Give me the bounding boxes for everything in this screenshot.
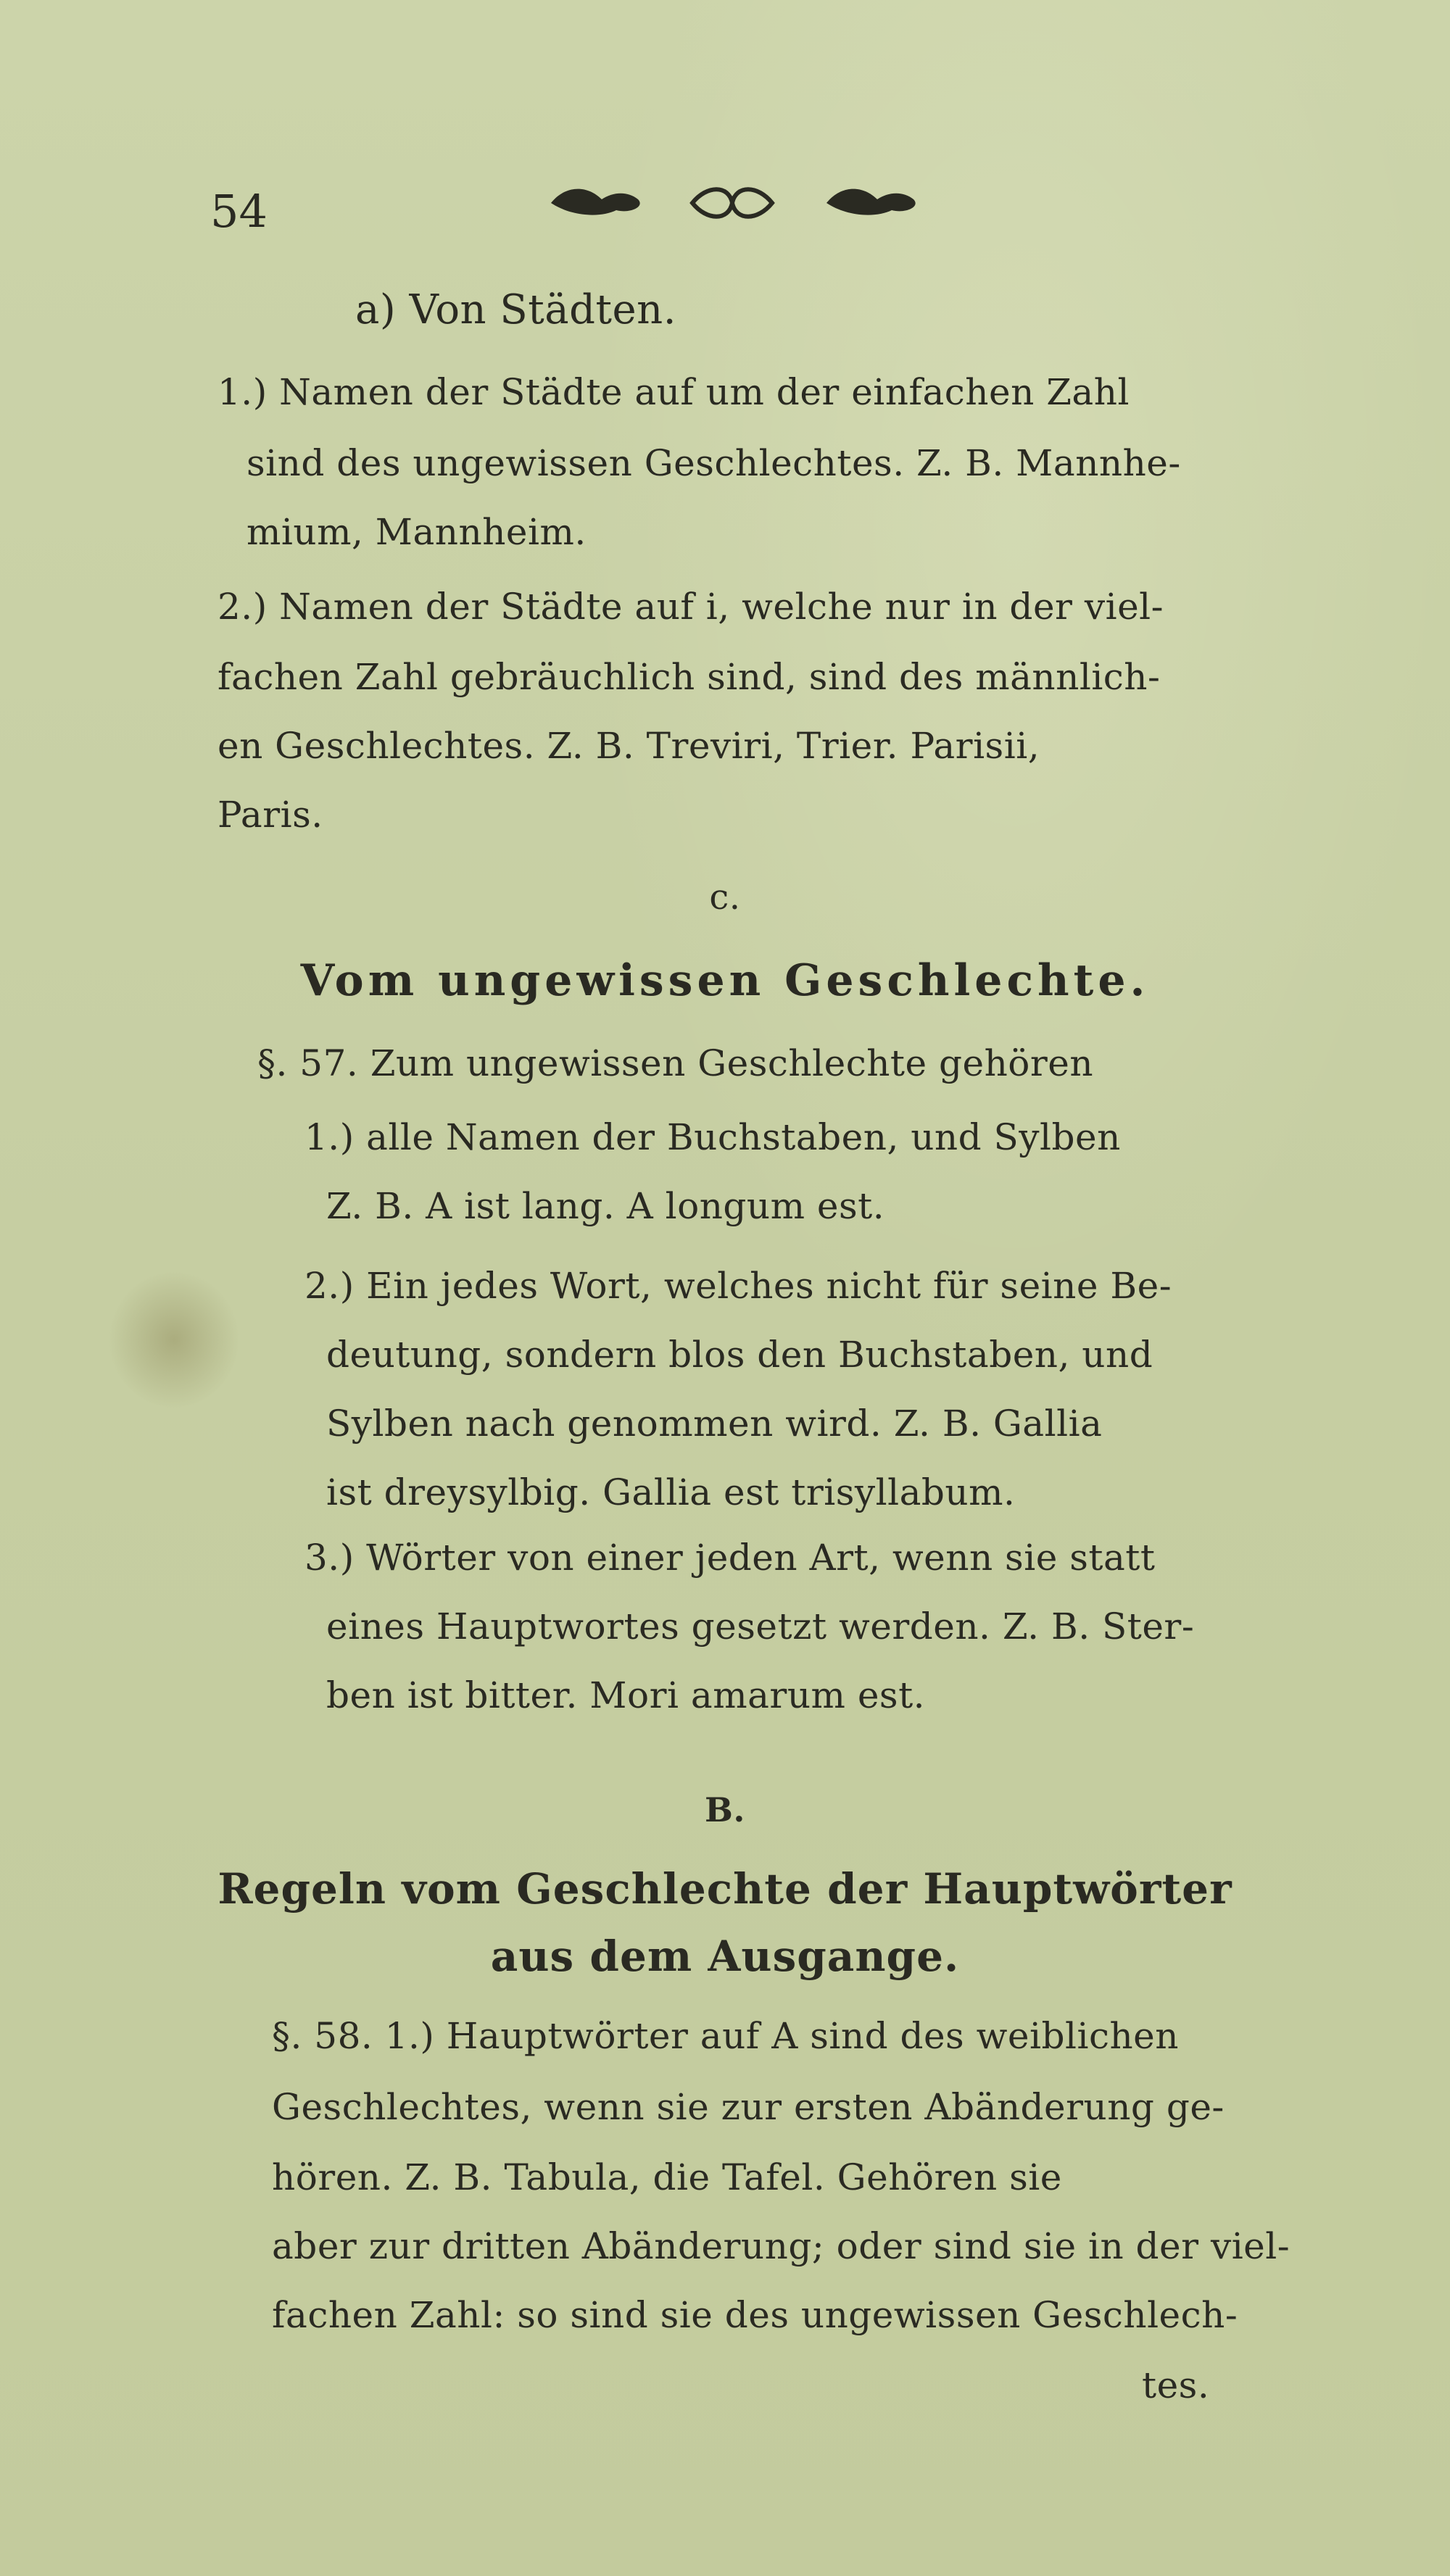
text-line: 1.) Namen der Städte auf um der einfachen Zahl [218, 371, 1130, 413]
text-line: Sylben nach genommen wird. Z. B. Gallia [326, 1403, 1103, 1445]
paragraph-line: §. 58. 1.) Hauptwörter auf A sind des weiblichen [272, 2015, 1179, 2057]
text-line: sind des ungewissen Geschlechtes. Z. B. Mannhe- [246, 442, 1181, 484]
text-line: deutung, sondern blos den Buchstaben, und [326, 1334, 1153, 1376]
page-number: 54 [210, 185, 268, 238]
text-line: 3.) Wörter von einer jeden Art, wenn sie statt [304, 1537, 1156, 1579]
text-line: 1.) alle Namen der Buchstaben, und Sylben [304, 1116, 1121, 1158]
section-letter: B. [705, 1790, 745, 1829]
text-line: fachen Zahl gebräuchlich sind, sind des männlich- [218, 656, 1161, 698]
paragraph-line: §. 57. Zum ungewissen Geschlechte gehören [257, 1042, 1094, 1084]
decorative-ornament-icon [544, 178, 921, 228]
catchword: tes. [1142, 2364, 1210, 2406]
section-heading: aus dem Ausgange. [490, 1932, 960, 1981]
text-line: en Geschlechtes. Z. B. Treviri, Trier. Parisii, [218, 725, 1040, 767]
paragraph-line: aber zur dritten Abänderung; oder sind sie in der viel- [272, 2225, 1290, 2267]
paragraph-line: Geschlechtes, wenn sie zur ersten Abänderung ge- [272, 2086, 1225, 2128]
text-line: mium, Mannheim. [246, 511, 587, 553]
text-line: eines Hauptwortes gesetzt werden. Z. B. Ster- [326, 1605, 1195, 1648]
text-line: 2.) Namen der Städte auf i, welche nur in der viel- [218, 586, 1164, 628]
section-heading: Regeln vom Geschlechte der Hauptwörter [218, 1864, 1232, 1914]
subsection-heading: a) Von Städten. [355, 286, 677, 333]
section-heading: Vom ungewissen Geschlechte. [300, 955, 1150, 1006]
paragraph-line: fachen Zahl: so sind sie des ungewissen Geschlech- [272, 2294, 1238, 2336]
text-line: ist dreysylbig. Gallia est trisyllabum. [326, 1471, 1016, 1513]
text-line: ben ist bitter. Mori amarum est. [326, 1674, 926, 1716]
paragraph-line: hören. Z. B. Tabula, die Tafel. Gehören sie [272, 2156, 1062, 2198]
text-line: Z. B. A ist lang. A longum est. [326, 1185, 885, 1227]
text-line: Paris. [218, 794, 323, 836]
text-line: 2.) Ein jedes Wort, welches nicht für seine Be- [304, 1265, 1172, 1307]
section-letter: c. [709, 877, 741, 918]
